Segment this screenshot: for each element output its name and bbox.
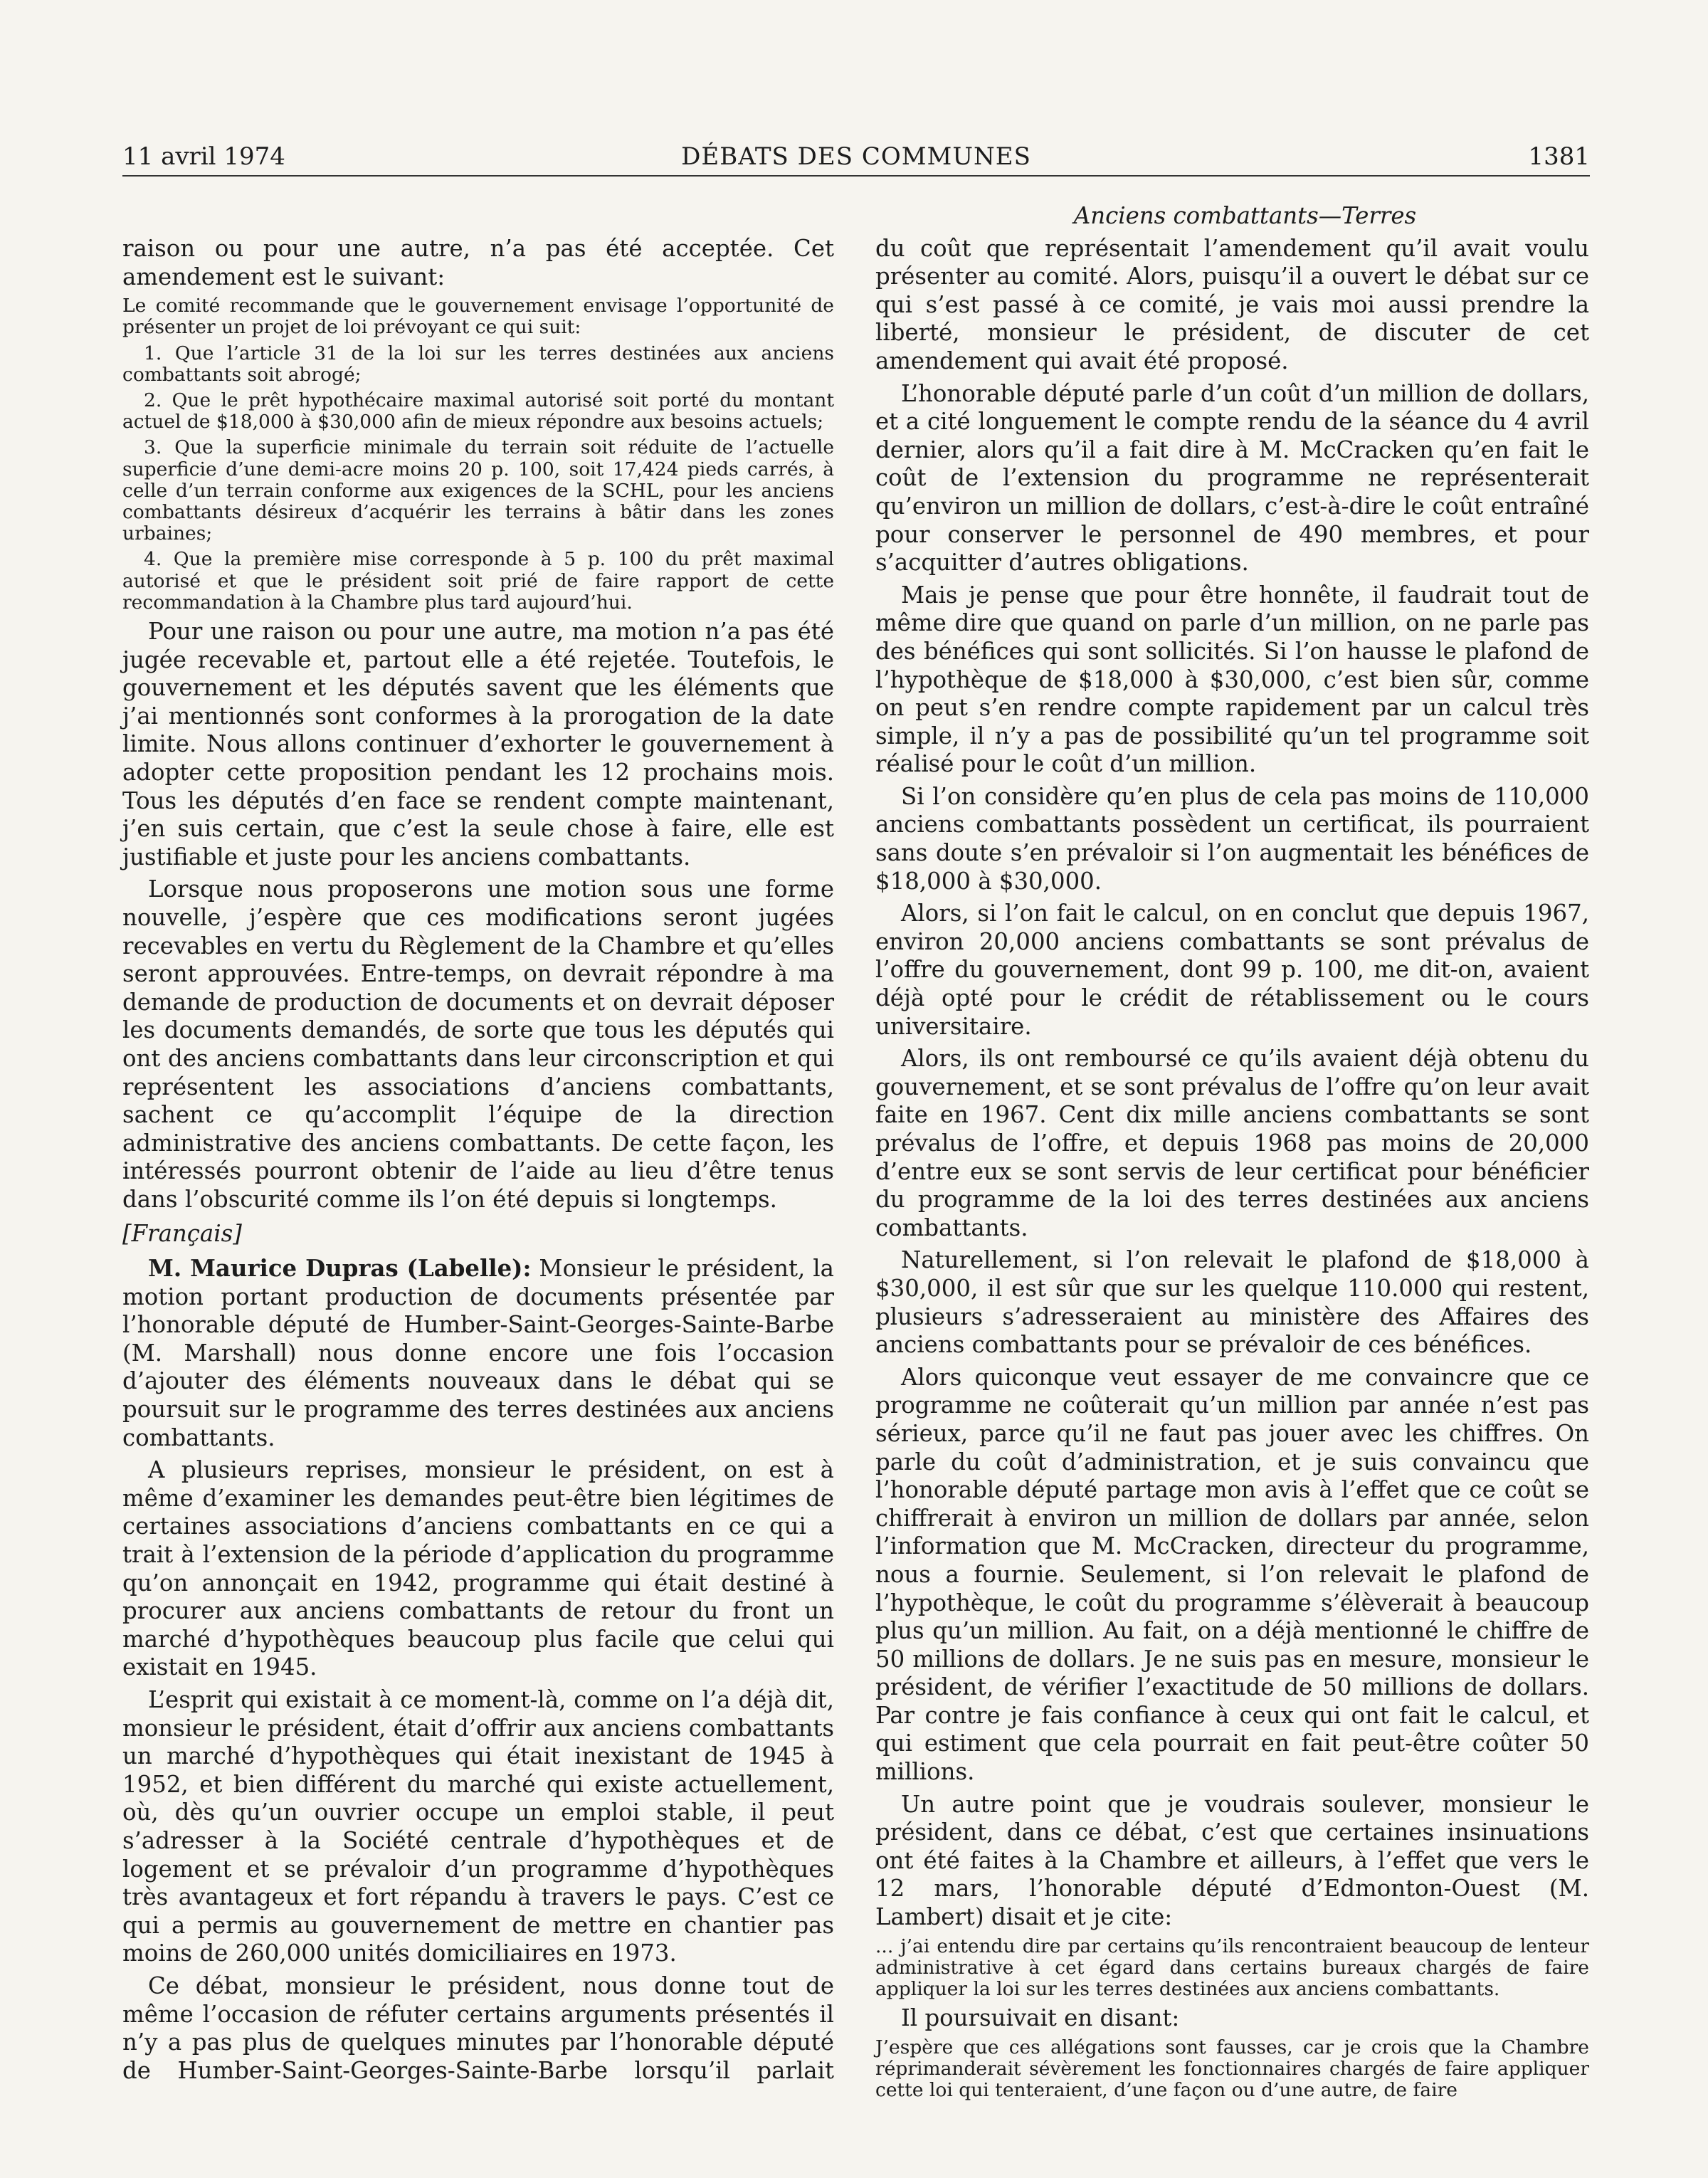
block-quote-item: 2. Que le prêt hypothécaire maximal autorisé soit porté du montant actuel de $18,000 à $30,000 afin de mieux répondre aux besoins actuels;	[122, 389, 834, 433]
paragraph: raison ou pour une autre, n’a pas été acceptée. Cet amendement est le suivant:	[122, 235, 834, 290]
paragraph: Alors, ils ont remboursé ce qu’ils avaient déjà obtenu du gouvernement, et se sont prévalus de l’offre qu’on leur avait faite en 1967. Cent dix mille anciens combattants se sont prévalus de l’offre, et depuis 1968 pas moins de 20,000 d’entre eux se sont servis de leur certificat pour bénéficier du programme de la loi des terres destinées aux anciens combattants.	[875, 1045, 1589, 1241]
block-quote: ... j’ai entendu dire par certains qu’ils rencontraient beaucoup de lenteur administrative à cet égard dans certains bureaux chargés de faire appliquer la loi sur les terres destinées aux anciens combattants.	[875, 1935, 1589, 2001]
left-column	[122, 235, 834, 2089]
paragraph: du coût que représentait l’amendement qu’il avait voulu présenter au comité. Alors, puisqu’il a ouvert le débat sur ce qui s’est passé à ce comité, je vais moi aussi prendre la liberté, monsieur le président, de discuter de cet amendement qui avait été proposé.	[875, 234, 1589, 374]
speaker-paragraph	[122, 1255, 834, 1452]
header-title: DÉBATS DES COMMUNES	[681, 142, 1031, 171]
page-number: 1381	[1528, 142, 1590, 171]
paragraph: Lorsque nous proposerons une motion sous une forme nouvelle, j’espère que ces modifications seront jugées recevables en vertu du Règlement de la Chambre et qu’elles seront approuvées. Entre-temps, on devrait répondre à ma demande de production de documents et on devrait déposer les documents demandés, de sorte que tous les députés qui ont des anciens combattants dans leur circonscription et qui représentent les associations d’anciens combattants, sachent ce qu’accomplit l’équipe de la direction administrative des anciens combattants. De cette façon, les intéressés pourront obtenir de l’aide au lieu d’être tenus dans l’obscurité comme ils l’on été depuis si longtemps.	[122, 875, 834, 1213]
paragraph: A plusieurs reprises, monsieur le président, on est à même d’examiner les demandes peut-être bien légitimes de certaines associations d’anciens combattants en ce qui a trait à l’extension de la période d’application du programme qu’on annonçait en 1942, programme qui était destiné à procurer aux anciens combattants de retour du front un marché d’hypothèques beaucoup plus facile que celui qui existait en 1945.	[122, 1456, 834, 1681]
paragraph: Ce débat, monsieur le président, nous donne tout de même l’occasion de réfuter certains arguments présentés il n’y a pas plus de quelques minutes par l’honorable député de Humber-Saint-Georges-Sainte-Barbe lorsqu’il parlait	[122, 1972, 834, 2084]
paragraph: L’esprit qui existait à ce moment-là, comme on l’a déjà dit, monsieur le président, était d’offrir aux anciens combattants un marché d’hypothèques qui était inexistant de 1945 à 1952, et bien différent du marché qui existe actuellement, où, dès qu’un ouvrier occupe un emploi stable, il peut s’adresser à la Société centrale d’hypothèques et de logement et se prévaloir d’un programme d’hypothèques très avantageux et fort répandu à travers le pays. C’est ce qui a permis au gouvernement de mettre en chantier pas moins de 260,000 unités domiciliaires en 1973.	[122, 1686, 834, 1967]
paragraph: Il poursuivait en disant:	[901, 2004, 1180, 2032]
page-header	[122, 140, 1590, 177]
paragraph: Alors, si l’on fait le calcul, on en conclut que depuis 1967, environ 20,000 anciens combattants se sont prévalus de l’offre du gouvernement, dont 99 p. 100, me dit-on, avaient déjà opté pour le crédit de rétablissement ou le cours universitaire.	[875, 900, 1589, 1040]
paragraph: L’honorable député parle d’un coût d’un million de dollars, et a cité longuement le compte rendu de la séance du 4 avril dernier, alors qu’il a fait dire à M. McCracken qu’en fait le coût de l’extension du programme ne représenterait qu’environ un million de dollars, c’est-à-dire le coût entraîné pour conserver le personnel de 490 membres, et pour s’acquitter d’autres obligations.	[875, 379, 1589, 577]
language-tag: [Français]	[122, 1219, 242, 1247]
paragraph: Naturellement, si l’on relevait le plafond de $18,000 à $30,000, il est sûr que sur les quelque 110.000 qui restent, plusieurs s’adresseraient au ministère des Affaires des anciens combattants pour se prévaloir de ces bénéfices.	[875, 1246, 1589, 1359]
block-quote-item: 1. Que l’article 31 de la loi sur les terres destinées aux anciens combattants soit abrogé;	[122, 342, 834, 386]
block-quote-item: 4. Que la première mise corresponde à 5 p. 100 du prêt maximal autorisé et que le président soit prié de faire rapport de cette recommandation à la Chambre plus tard aujourd’hui.	[122, 548, 834, 614]
running-head: Anciens combattants—Terres	[1073, 202, 1417, 229]
paragraph: Mais je pense que pour être honnête, il faudrait tout de même dire que quand on parle d’un million, on ne parle pas des bénéfices qui sont sollicités. Si l’on hausse le plafond de l’hypothèque de $18,000 à $30,000, c’est bien sûr, comme on peut s’en rendre compte rapidement par un calcul très simple, il n’y a pas de possibilité qu’un tel programme soit réalisé pour le coût d’un million.	[875, 581, 1589, 778]
header-date: 11 avril 1974	[122, 142, 285, 171]
speaker-text: Monsieur le président, la motion portant production de documents présentée par l’honorable député de Humber-Saint-Georges-Sainte-Barbe (M. Marshall) nous donne encore une fois l’occasion d’ajouter des éléments nouveaux dans le débat qui se poursuit sur le programme des terres destinées aux anciens combattants.	[122, 1255, 834, 1451]
paragraph: Un autre point que je voudrais soulever, monsieur le président, dans ce débat, c’est que certaines insinuations ont été faites à la Chambre et ailleurs, à l’effet que vers le 12 mars, l’honorable député d’Edmonton-Ouest (M. Lambert) disait et je cite:	[875, 1790, 1589, 1931]
block-quote-item: 3. Que la superficie minimale du terrain soit réduite de l’actuelle superficie d’une demi-acre moins 20 p. 100, soit 17,424 pieds carrés, à celle d’un terrain conforme aux exigences de la SCHL, pour les anciens combattants désireux d’acquérir les terrains à bâtir dans les zones urbaines;	[122, 436, 834, 545]
block-quote: J’espère que ces allégations sont fausses, car je crois que la Chambre réprimanderait sévèrement les fonctionnaires chargés de faire appliquer cette loi qui tenteraient, d’une façon ou d’une autre, de faire	[875, 2036, 1589, 2102]
paragraph: Si l’on considère qu’en plus de cela pas moins de 110,000 anciens combattants possèdent un certificat, ils pourraient sans doute s’en prévaloir si l’on augmentait les bénéfices de $18,000 à $30,000.	[875, 782, 1589, 895]
paragraph: Pour une raison ou pour une autre, ma motion n’a pas été jugée recevable et, partout elle a été rejetée. Toutefois, le gouvernement et les députés savent que les éléments que j’ai mentionnés sont conformes à la prorogation de la date limite. Nous allons continuer d’exhorter le gouvernement à adopter cette proposition pendant les 12 prochains mois. Tous les députés d’en face se rendent compte maintenant, j’en suis certain, que c’est la seule chose à faire, elle est justifiable et juste pour les anciens combattants.	[122, 618, 834, 870]
right-column	[875, 202, 1589, 2105]
paragraph: Alors quiconque veut essayer de me convaincre que ce programme ne coûterait qu’un million par année n’est pas sérieux, parce qu’il ne faut pas jouer avec les chiffres. On parle du coût d’administration, et je suis convaincu que l’honorable député partage mon avis à l’effet que ce coût se chiffrerait à environ un million de dollars par année, selon l’information que M. McCracken, directeur du programme, nous a fournie. Seulement, si l’on relevait le plafond de l’hypothèque, le coût du programme s’élèverait à beaucoup plus qu’un million. Au fait, on a déjà mentionné le chiffre de 50 millions de dollars. Je ne suis pas en mesure, monsieur le président, de vérifier l’exactitude de 50 millions de dollars. Par contre je fais confiance à ceux qui ont fait le calcul, et qui estiment que cela pourrait en fait peut-être coûter 50 millions.	[875, 1363, 1589, 1786]
block-quote: Le comité recommande que le gouvernement envisage l’opportunité de présenter un projet de loi prévoyant ce qui suit:	[122, 295, 834, 339]
speaker-name: M. Maurice Dupras (Labelle):	[148, 1255, 532, 1283]
